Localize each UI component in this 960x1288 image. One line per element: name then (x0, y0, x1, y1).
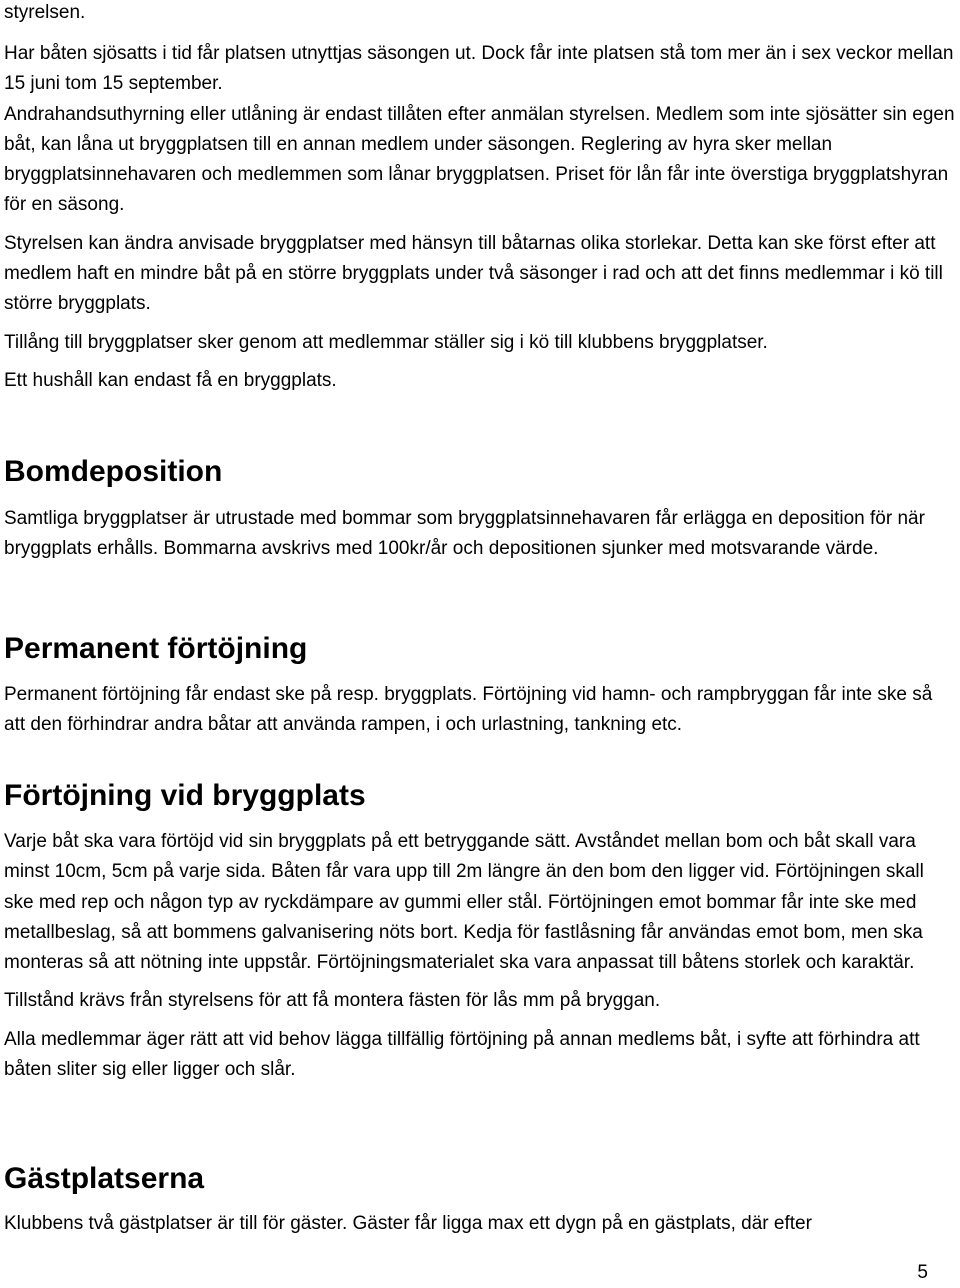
section-body (4, 1209, 958, 1239)
paragraph: Tillång till bryggplatser sker genom att medlemmar ställer sig i kö till klubbens bryggplatser. (4, 331, 768, 353)
section-body (4, 504, 958, 565)
section-body (4, 827, 958, 1085)
paragraph: Tillstånd krävs från styrelsens för att få montera fästen för lås mm på bryggan. (4, 990, 661, 1012)
intro-block (4, 39, 958, 396)
paragraph: Har båten sjösatts i tid får platsen utnyttjas säsongen ut. Dock får inte platsen stå tom mer än i sex veckor mellan 15 juni tom 15 september. (4, 43, 954, 95)
paragraph: Ett hushåll kan endast få en bryggplats. (4, 369, 337, 391)
paragraph: Alla medlemmar äger rätt att vid behov lägga tillfällig förtöjning på annan medlems båt, i syfte att förhindra att båten sliter sig eller ligger och slår. (4, 1028, 920, 1081)
section-heading: Bomdeposition (4, 455, 223, 488)
section-heading: Permanent förtöjning (4, 632, 308, 665)
text-fragment: styrelsen. (4, 2, 86, 23)
paragraph: Styrelsen kan ändra anvisade bryggplatser med hänsyn till båtarnas olika storlekar. Detta kan ske först efter att medlem haft en mindre båt på en större bryggplats under två säsonger i rad och att det finns medlemmar i kö till större bryggplats. (4, 232, 943, 315)
page-number: 5 (917, 1262, 928, 1283)
paragraph: Klubbens två gästplatser är till för gäster. Gäster får ligga max ett dygn på en gästplats, där efter (4, 1213, 812, 1234)
paragraph: Samtliga bryggplatser är utrustade med bommar som bryggplatsinnehavaren får erlägga en deposition för när bryggplats erhålls. Bommarna avskrivs med 100kr/år och depositionen sjunker med motsvarande värde. (4, 508, 925, 560)
paragraph: Varje båt ska vara förtöjd vid sin bryggplats på ett betryggande sätt. Avståndet mellan bom och båt skall vara minst 10cm, 5cm på varje sida. Båten får vara upp till 2m längre än den bom den ligger vid. Förtöjningen skall ske med rep och någon typ av ryckdämpare av gummi eller stål. Förtöjningen emot bommar får inte ske med metallbeslag, så att bommens galvanisering nöts bort. Kedja för fastlåsning får användas emot bom, men ska monteras så att nötning inte uppstår. Förtöjningsmaterialet ska vara anpassat till båtens storlek och karaktär. (4, 831, 924, 974)
section-heading: Förtöjning vid bryggplats (4, 779, 366, 812)
section-body (4, 680, 958, 741)
paragraph: Permanent förtöjning får endast ske på resp. bryggplats. Förtöjning vid hamn- och rampbryggan får inte ske så att den förhindrar andra båtar att använda rampen, i och urlastning, tankning etc. (4, 684, 933, 736)
section-heading: Gästplatserna (4, 1162, 205, 1195)
paragraph: Andrahandsuthyrning eller utlåning är endast tillåten efter anmälan styrelsen. Medlem som inte sjösätter sin egen båt, kan låna ut bryggplatsen till en annan medlem under säsongen. Reglering av hyra sker mellan bryggplatsinnehavaren och medlemmen som lånar bryggplatsen. Priset för lån får inte överstiga bryggplatshyran för en säsong. (4, 103, 955, 216)
